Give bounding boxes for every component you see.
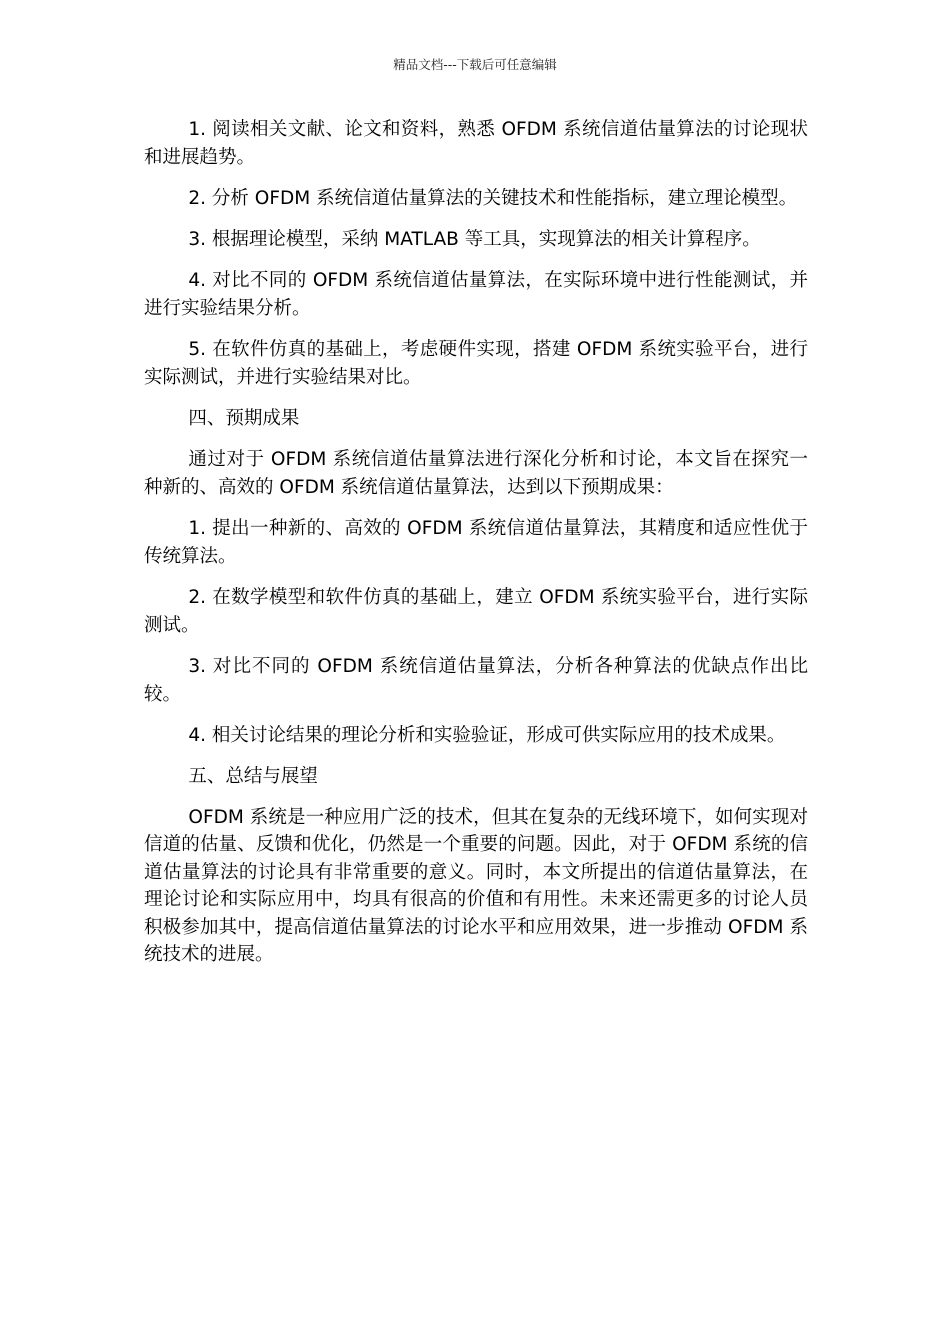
research-step-1: 1. 阅读相关文献、论文和资料，熟悉 OFDM 系统信道估量算法的讨论现状和进展趋势。 [144, 119, 808, 168]
expected-result-3: 3. 对比不同的 OFDM 系统信道估量算法，分析各种算法的优缺点作出比较。 [144, 656, 808, 705]
summary-paragraph: OFDM 系统是一种应用广泛的技术，但其在复杂的无线环境下，如何实现对信道的估量、反馈和优化，仍然是一个重要的问题。因此，对于 OFDM 系统的信道估量算法的讨论具有非常重要的意义。同时，本文所提出的信道估量算法，在理论讨论和实际应用中，均具有很高的价值和有用性。未来还需更多的讨论人员积极参加其中，提高信道估量算法的讨论水平和应用效果，进一步推动 OFDM 系统技术的进展。 [144, 807, 808, 966]
expected-results-intro: 通过对于 OFDM 系统信道估量算法进行深化分析和讨论，本文旨在探究一种新的、高效的 OFDM 系统信道估量算法，达到以下预期成果： [144, 449, 808, 498]
page-header-watermark: 精品文档---下载后可任意编辑 [393, 57, 557, 72]
research-step-4: 4. 对比不同的 OFDM 系统信道估量算法，在实际环境中进行性能测试，并进行实验结果分析。 [144, 270, 808, 319]
section-heading-expected-results: 四、预期成果 [188, 408, 300, 429]
expected-result-4: 4. 相关讨论结果的理论分析和实验验证，形成可供实际应用的技术成果。 [188, 725, 786, 746]
research-step-2: 2. 分析 OFDM 系统信道估量算法的关键技术和性能指标，建立理论模型。 [188, 188, 798, 209]
document-body [144, 116, 808, 981]
expected-result-1: 1. 提出一种新的、高效的 OFDM 系统信道估量算法，其精度和适应性优于传统算法。 [144, 518, 808, 567]
research-step-5: 5. 在软件仿真的基础上，考虑硬件实现，搭建 OFDM 系统实验平台，进行实际测试，并进行实验结果对比。 [144, 339, 808, 388]
research-step-3: 3. 根据理论模型，采纳 MATLAB 等工具，实现算法的相关计算程序。 [188, 229, 761, 250]
expected-result-2: 2. 在数学模型和软件仿真的基础上，建立 OFDM 系统实验平台，进行实际测试。 [144, 587, 808, 636]
section-heading-summary: 五、总结与展望 [188, 766, 318, 787]
